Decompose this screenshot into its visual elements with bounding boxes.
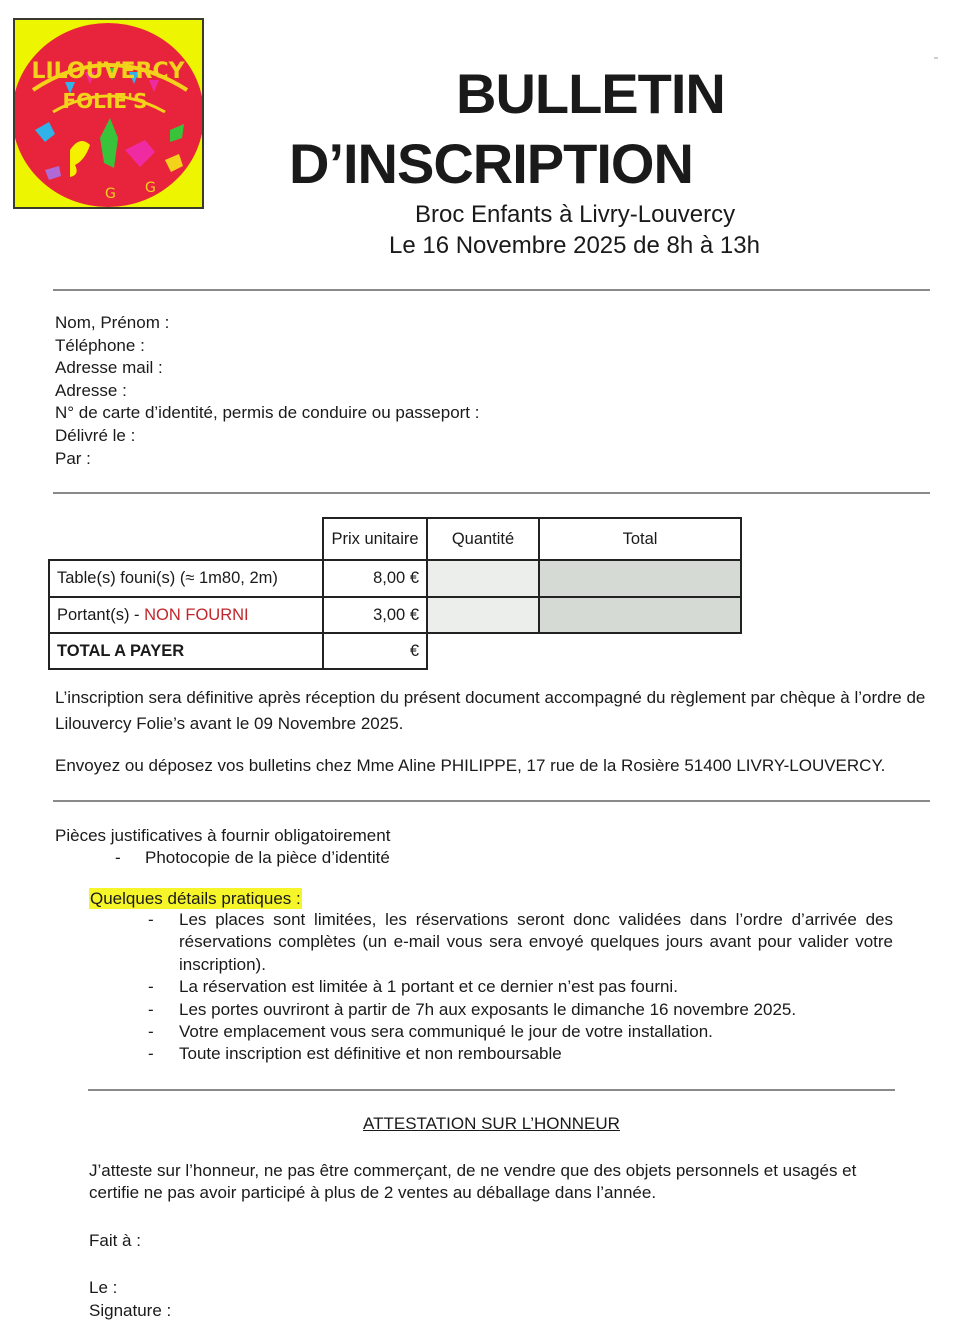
field-signature[interactable]: Signature :: [89, 1301, 172, 1320]
logo-artwork: [15, 20, 202, 207]
dash-bullet: -: [148, 1022, 154, 1042]
table-row: [49, 597, 741, 633]
registrant-fields: [55, 312, 479, 470]
field-delivre-le[interactable]: Délivré le :: [55, 425, 136, 445]
table-header-row: [49, 518, 741, 560]
list-item-text: La réservation est limitée à 1 portant et ce dernier n’est pas fourni.: [179, 977, 678, 997]
dash-bullet: -: [148, 1044, 154, 1064]
list-item: [148, 1043, 893, 1065]
dash-bullet: -: [148, 977, 154, 997]
title-line-1: BULLETIN: [456, 62, 725, 125]
row-total: [539, 560, 741, 597]
attestation-text: J’atteste sur l’honneur, ne pas être commerçant, de ne vendre que des objets personnels et usagés et certifie ne pas avoir participé à plus de 2 ventes au déballage dans l’année.: [89, 1161, 857, 1203]
list-item-text: Votre emplacement vous sera communiqué le jour de votre installation.: [179, 1022, 713, 1042]
attestation-title: ATTESTATION SUR L’HONNEUR: [363, 1114, 620, 1133]
required-documents-title: Pièces justificatives à fournir obligatoirement: [55, 826, 391, 845]
total-row: [49, 633, 741, 669]
list-item-text: Toute inscription est définitive et non remboursable: [179, 1044, 562, 1064]
field-id-number[interactable]: N° de carte d’identité, permis de conduire ou passeport :: [55, 403, 480, 423]
divider: [88, 1089, 895, 1091]
divider: [53, 492, 930, 494]
field-fait-a[interactable]: Fait à :: [89, 1231, 141, 1250]
scan-artifact: [934, 57, 938, 59]
field-telephone[interactable]: Téléphone :: [55, 335, 145, 355]
row-label-text: Portant(s) -: [57, 605, 145, 624]
quantity-input[interactable]: [427, 560, 539, 597]
empty-cell: [427, 633, 539, 669]
logo-text-lilouvercy: LILOUVERCY: [31, 59, 185, 84]
title-line-2: D’INSCRIPTION: [289, 132, 693, 195]
empty-cell: [539, 633, 741, 669]
divider: [53, 289, 930, 291]
dash-bullet: -: [148, 910, 154, 929]
row-label: [49, 597, 323, 633]
header-quantite: Quantité: [427, 518, 539, 560]
divider: [53, 800, 930, 802]
total-label: TOTAL A PAYER: [49, 633, 323, 669]
required-documents: [55, 825, 390, 869]
list-item-text: Les portes ouvriront à partir de 7h aux exposants le dimanche 16 novembre 2025.: [179, 999, 797, 1019]
field-email[interactable]: Adresse mail :: [55, 358, 163, 378]
event-date: Le 16 Novembre 2025 de 8h à 13h: [389, 232, 760, 259]
row-unit-price: 8,00 €: [323, 560, 427, 597]
table-row: [49, 560, 741, 597]
list-item: [148, 976, 893, 998]
svg-text:G: G: [145, 180, 156, 196]
list-item-text: Les places sont limitées, les réservations seront donc validées dans l’ordre d’arrivée des réservations complètes (un e-mail vous sera envoyé quelques jours avant pour valider votre inscription).: [179, 910, 893, 974]
row-label-text: Table(s) founi(s) (≈ 1m80, 2m): [57, 569, 278, 587]
mailing-instructions: Envoyez ou déposez vos bulletins chez Mme Aline PHILIPPE, 17 rue de la Rosière 51400 LIVRY-LOUVERCY.: [55, 756, 886, 775]
svg-text:G: G: [105, 186, 116, 202]
list-item: [148, 999, 893, 1021]
event-subtitle: Broc Enfants à Livry-Louvercy: [415, 201, 736, 228]
lilouvercy-folies-logo: [13, 18, 204, 209]
empty-header-cell: [49, 518, 323, 560]
non-fourni-label: NON FOURNI: [144, 605, 249, 624]
field-nom-prenom[interactable]: Nom, Prénom :: [55, 313, 170, 332]
dash-bullet: -: [115, 848, 121, 867]
total-value[interactable]: €: [323, 633, 427, 669]
practical-details-title: Quelques détails pratiques :: [90, 889, 301, 908]
price-table: [48, 517, 742, 670]
header-total: Total: [539, 518, 741, 560]
logo-text-folies: FOLIE'S: [62, 89, 148, 113]
list-item: [148, 909, 893, 976]
list-item: [148, 1021, 893, 1043]
payment-instructions: L’inscription sera définitive après réception du présent document accompagné du règlement par chèque à l’ordre de Lilouvercy Folie’s avant le 09 Novembre 2025.: [55, 688, 926, 733]
quantity-input[interactable]: [427, 597, 539, 633]
required-document-text: Photocopie de la pièce d’identité: [145, 848, 390, 867]
field-adresse[interactable]: Adresse :: [55, 380, 127, 400]
row-unit-price: 3,00 €: [323, 597, 427, 633]
practical-details-list: [148, 909, 893, 1066]
field-par[interactable]: Par :: [55, 448, 91, 468]
row-label: [49, 560, 323, 597]
field-le[interactable]: Le :: [89, 1278, 118, 1297]
required-document-item: [55, 847, 390, 869]
header-prix-unitaire: Prix unitaire: [323, 518, 427, 560]
dash-bullet: -: [148, 999, 154, 1019]
row-total: [539, 597, 741, 633]
